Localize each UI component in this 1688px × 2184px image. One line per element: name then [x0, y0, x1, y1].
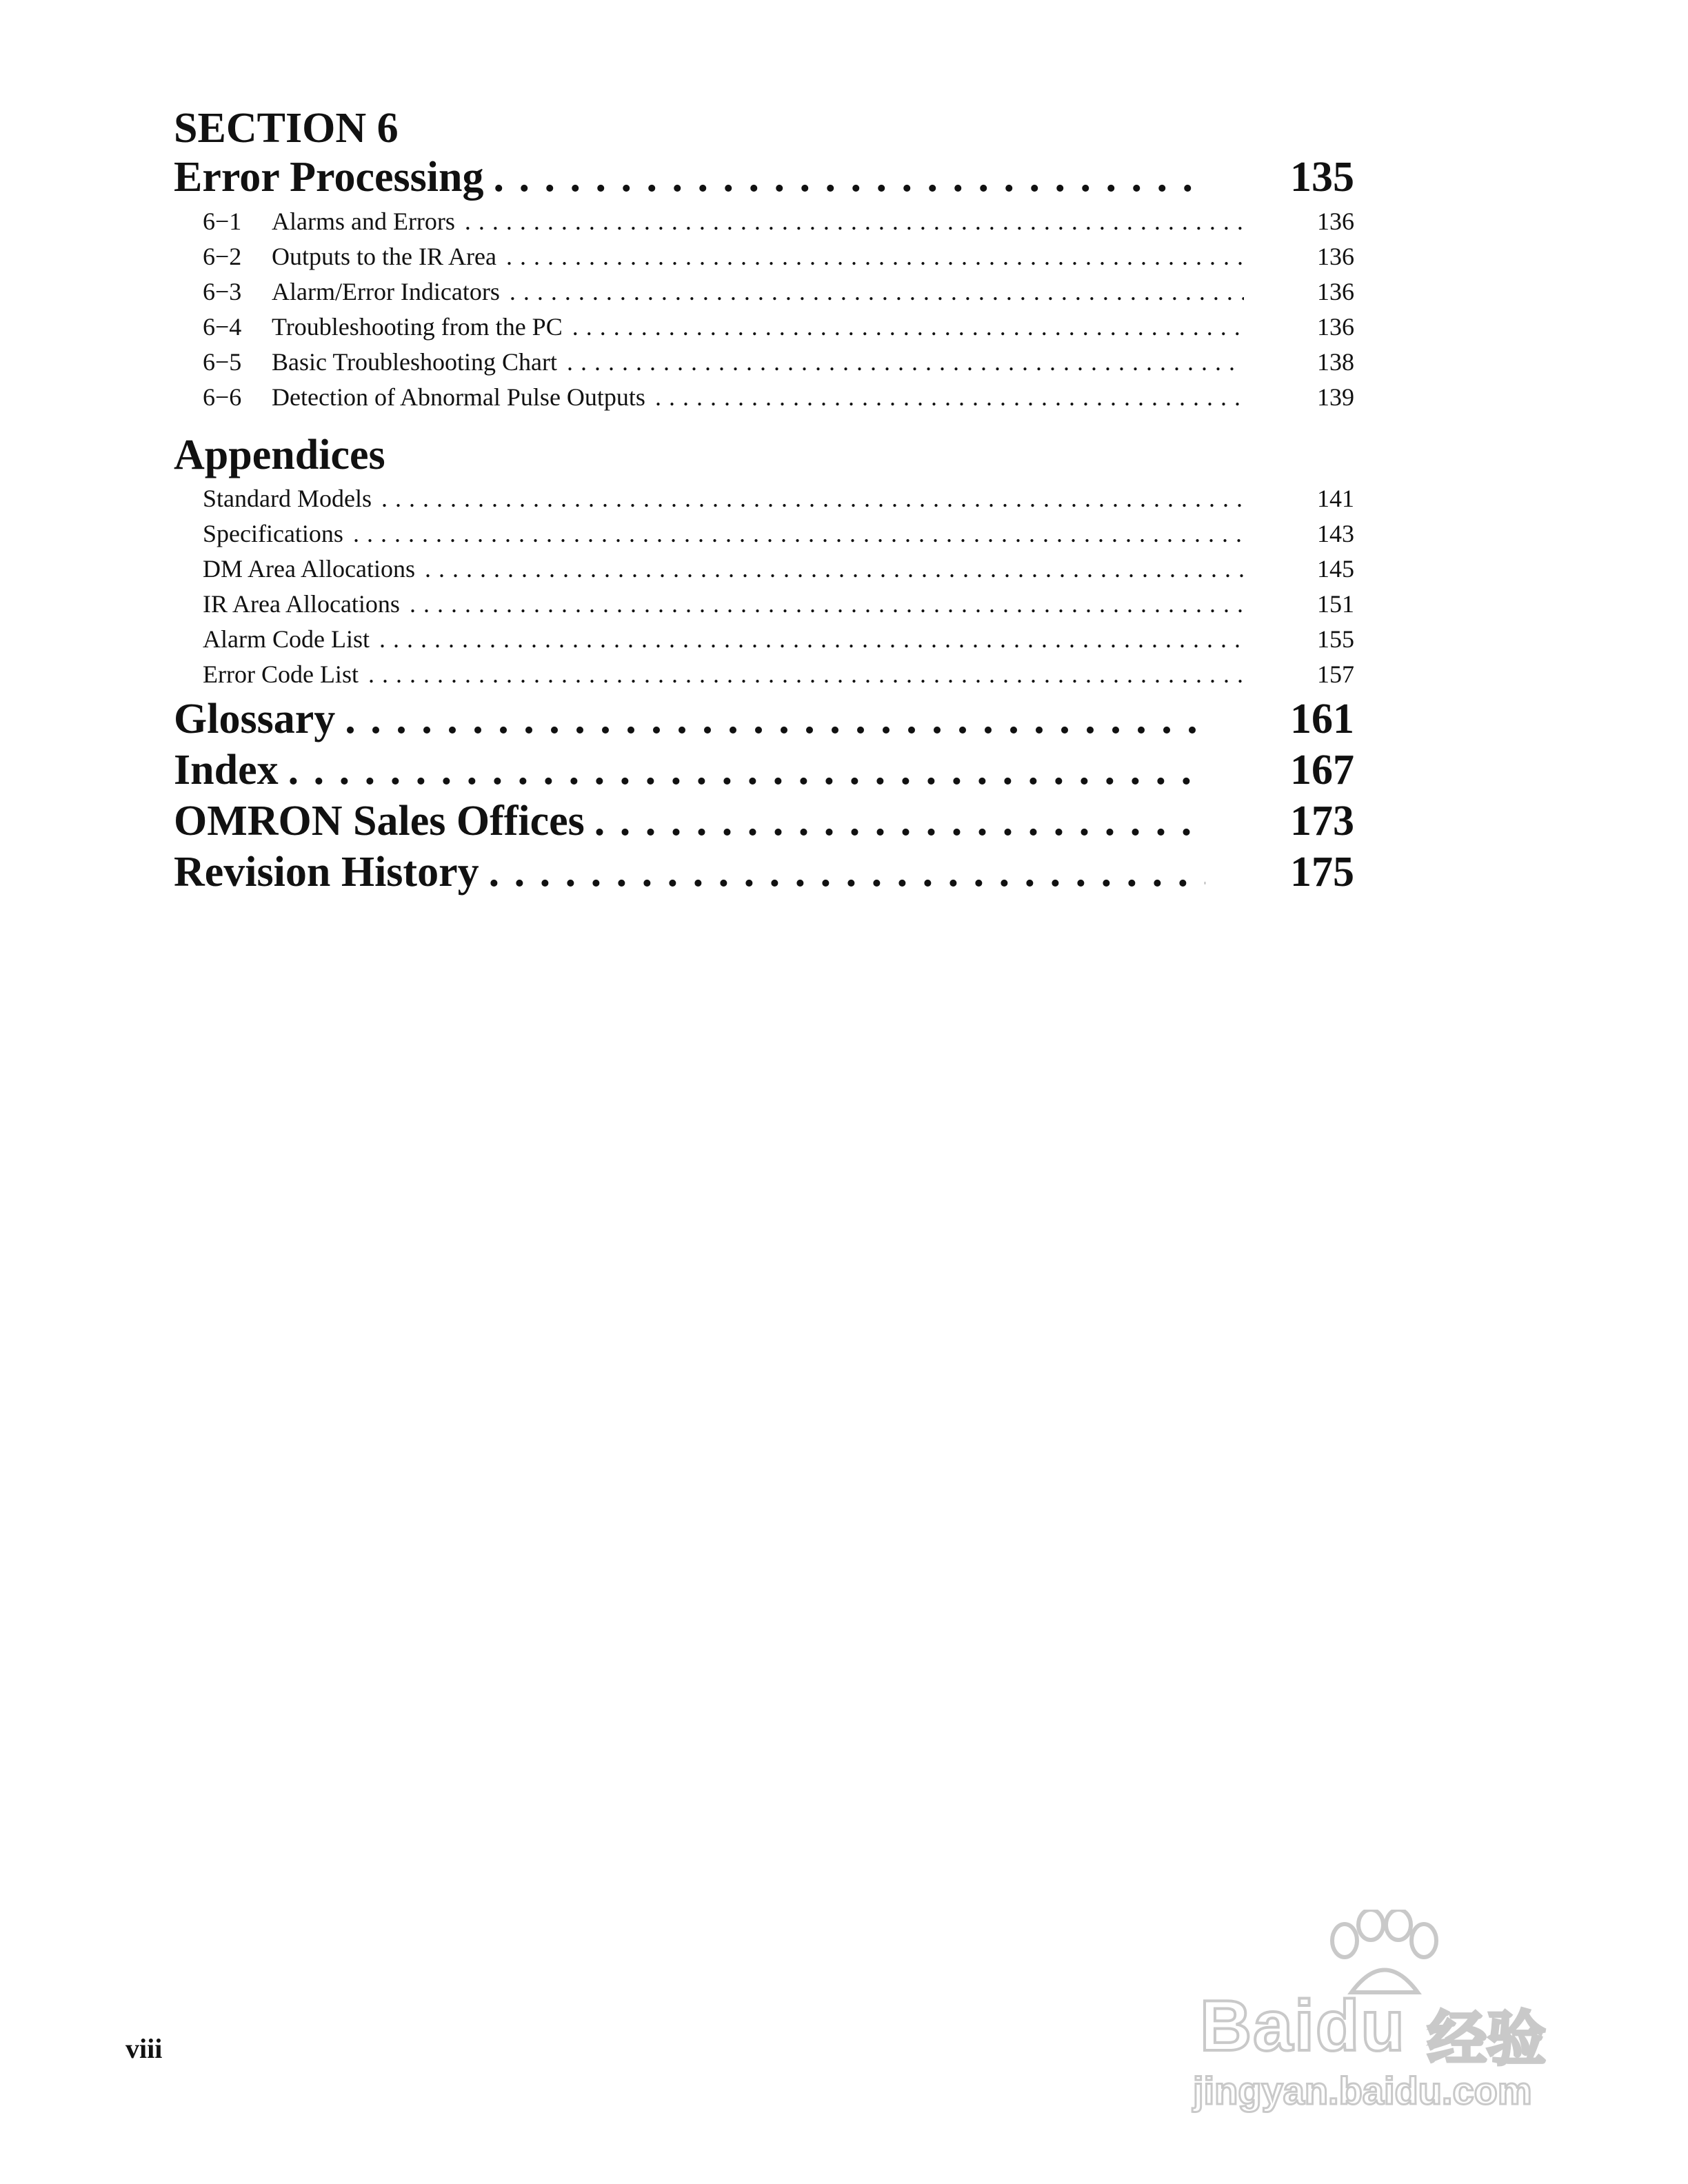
- subentry-number: 6−5: [203, 348, 242, 376]
- appendix-title: Specifications: [203, 520, 343, 547]
- dot-leader: [425, 554, 1244, 583]
- toc-subentry[interactable]: [174, 383, 1354, 418]
- subentry-title: Outputs to the IR Area: [272, 243, 496, 270]
- section-label: SECTION 6: [174, 105, 399, 152]
- dot-leader: [489, 848, 1205, 897]
- dot-leader: [353, 519, 1244, 548]
- subentry-page: 136: [1317, 243, 1354, 270]
- watermark-cn: 经验: [1427, 2005, 1546, 2074]
- toc-subentry[interactable]: [174, 277, 1354, 312]
- toc-entry-index[interactable]: [174, 746, 1354, 797]
- subentry-number: 6−3: [203, 278, 242, 305]
- toc-entry-title: Glossary: [174, 696, 336, 742]
- subentry-page: 136: [1317, 313, 1354, 341]
- appendix-page: 145: [1317, 555, 1354, 583]
- subentry-page: 139: [1317, 383, 1354, 411]
- dot-leader: [379, 625, 1244, 654]
- toc-entry-title: OMRON Sales Offices: [174, 798, 585, 845]
- dot-leader: [510, 277, 1244, 306]
- toc-entry-section-6[interactable]: [174, 153, 1354, 204]
- toc-appendix-entry[interactable]: [174, 660, 1354, 695]
- toc-entry-title: Revision History: [174, 849, 479, 896]
- subentry-number: 6−1: [203, 208, 242, 235]
- table-of-contents: [174, 103, 1354, 899]
- toc-appendix-entry[interactable]: [174, 519, 1354, 554]
- subentry-title: Detection of Abnormal Pulse Outputs: [272, 383, 645, 411]
- toc-subentry[interactable]: [174, 312, 1354, 347]
- toc-entry-page: 161: [1290, 696, 1354, 742]
- subentry-title: Alarm/Error Indicators: [272, 278, 500, 305]
- subentry-number: 6−6: [203, 383, 242, 411]
- toc-appendix-entry[interactable]: [174, 589, 1354, 625]
- dot-leader: [410, 589, 1244, 618]
- subentry-number: 6−2: [203, 243, 242, 270]
- appendices-heading: Appendices: [174, 432, 385, 478]
- appendix-title: Standard Models: [203, 485, 372, 512]
- toc-entry-page: 135: [1290, 154, 1354, 201]
- subentry-title: Basic Troubleshooting Chart: [272, 348, 558, 376]
- dot-leader: [368, 660, 1244, 689]
- dot-leader: [655, 383, 1244, 412]
- toc-subentry[interactable]: [174, 207, 1354, 242]
- subentry-page: 136: [1317, 208, 1354, 235]
- toc-entry-revision-history[interactable]: [174, 848, 1354, 899]
- toc-entry-page: 167: [1290, 747, 1354, 793]
- subentry-page: 136: [1317, 278, 1354, 305]
- appendix-page: 151: [1317, 590, 1354, 618]
- toc-entry-title: Index: [174, 747, 279, 793]
- dot-leader: [345, 695, 1205, 744]
- dot-leader: [572, 312, 1244, 341]
- dot-leader: [381, 484, 1244, 513]
- dot-leader: [567, 347, 1244, 376]
- watermark-url: jingyan.baidu.com: [1193, 2069, 1532, 2112]
- watermark-brand: Baidu: [1200, 1986, 1406, 2066]
- toc-entry-page: 173: [1290, 798, 1354, 845]
- appendix-page: 157: [1317, 660, 1354, 688]
- appendix-title: DM Area Allocations: [203, 555, 415, 583]
- toc-entry-sales-offices[interactable]: [174, 797, 1354, 848]
- appendix-page: 143: [1317, 520, 1354, 547]
- toc-entry-title: Error Processing: [174, 154, 484, 201]
- toc-appendix-entry[interactable]: [174, 554, 1354, 589]
- subentry-title: Alarms and Errors: [272, 208, 455, 235]
- subentry-page: 138: [1317, 348, 1354, 376]
- appendix-title: Error Code List: [203, 660, 359, 688]
- page-number: viii: [125, 2033, 163, 2064]
- toc-entry-glossary[interactable]: [174, 695, 1354, 746]
- appendix-page: 155: [1317, 625, 1354, 653]
- dot-leader: [465, 207, 1244, 236]
- toc-appendix-entry[interactable]: [174, 625, 1354, 660]
- dot-leader: [594, 797, 1205, 846]
- toc-subentry[interactable]: [174, 347, 1354, 383]
- subentry-title: Troubleshooting from the PC: [272, 313, 563, 341]
- appendix-title: IR Area Allocations: [203, 590, 400, 618]
- toc-appendix-entry[interactable]: [174, 484, 1354, 519]
- appendix-page: 141: [1317, 485, 1354, 512]
- watermark: [1172, 1910, 1586, 2116]
- toc-subentry[interactable]: [174, 242, 1354, 277]
- dot-leader: [493, 153, 1205, 202]
- appendix-title: Alarm Code List: [203, 625, 370, 653]
- toc-entry-page: 175: [1290, 849, 1354, 896]
- subentry-number: 6−4: [203, 313, 242, 341]
- dot-leader: [506, 242, 1244, 271]
- dot-leader: [288, 746, 1205, 795]
